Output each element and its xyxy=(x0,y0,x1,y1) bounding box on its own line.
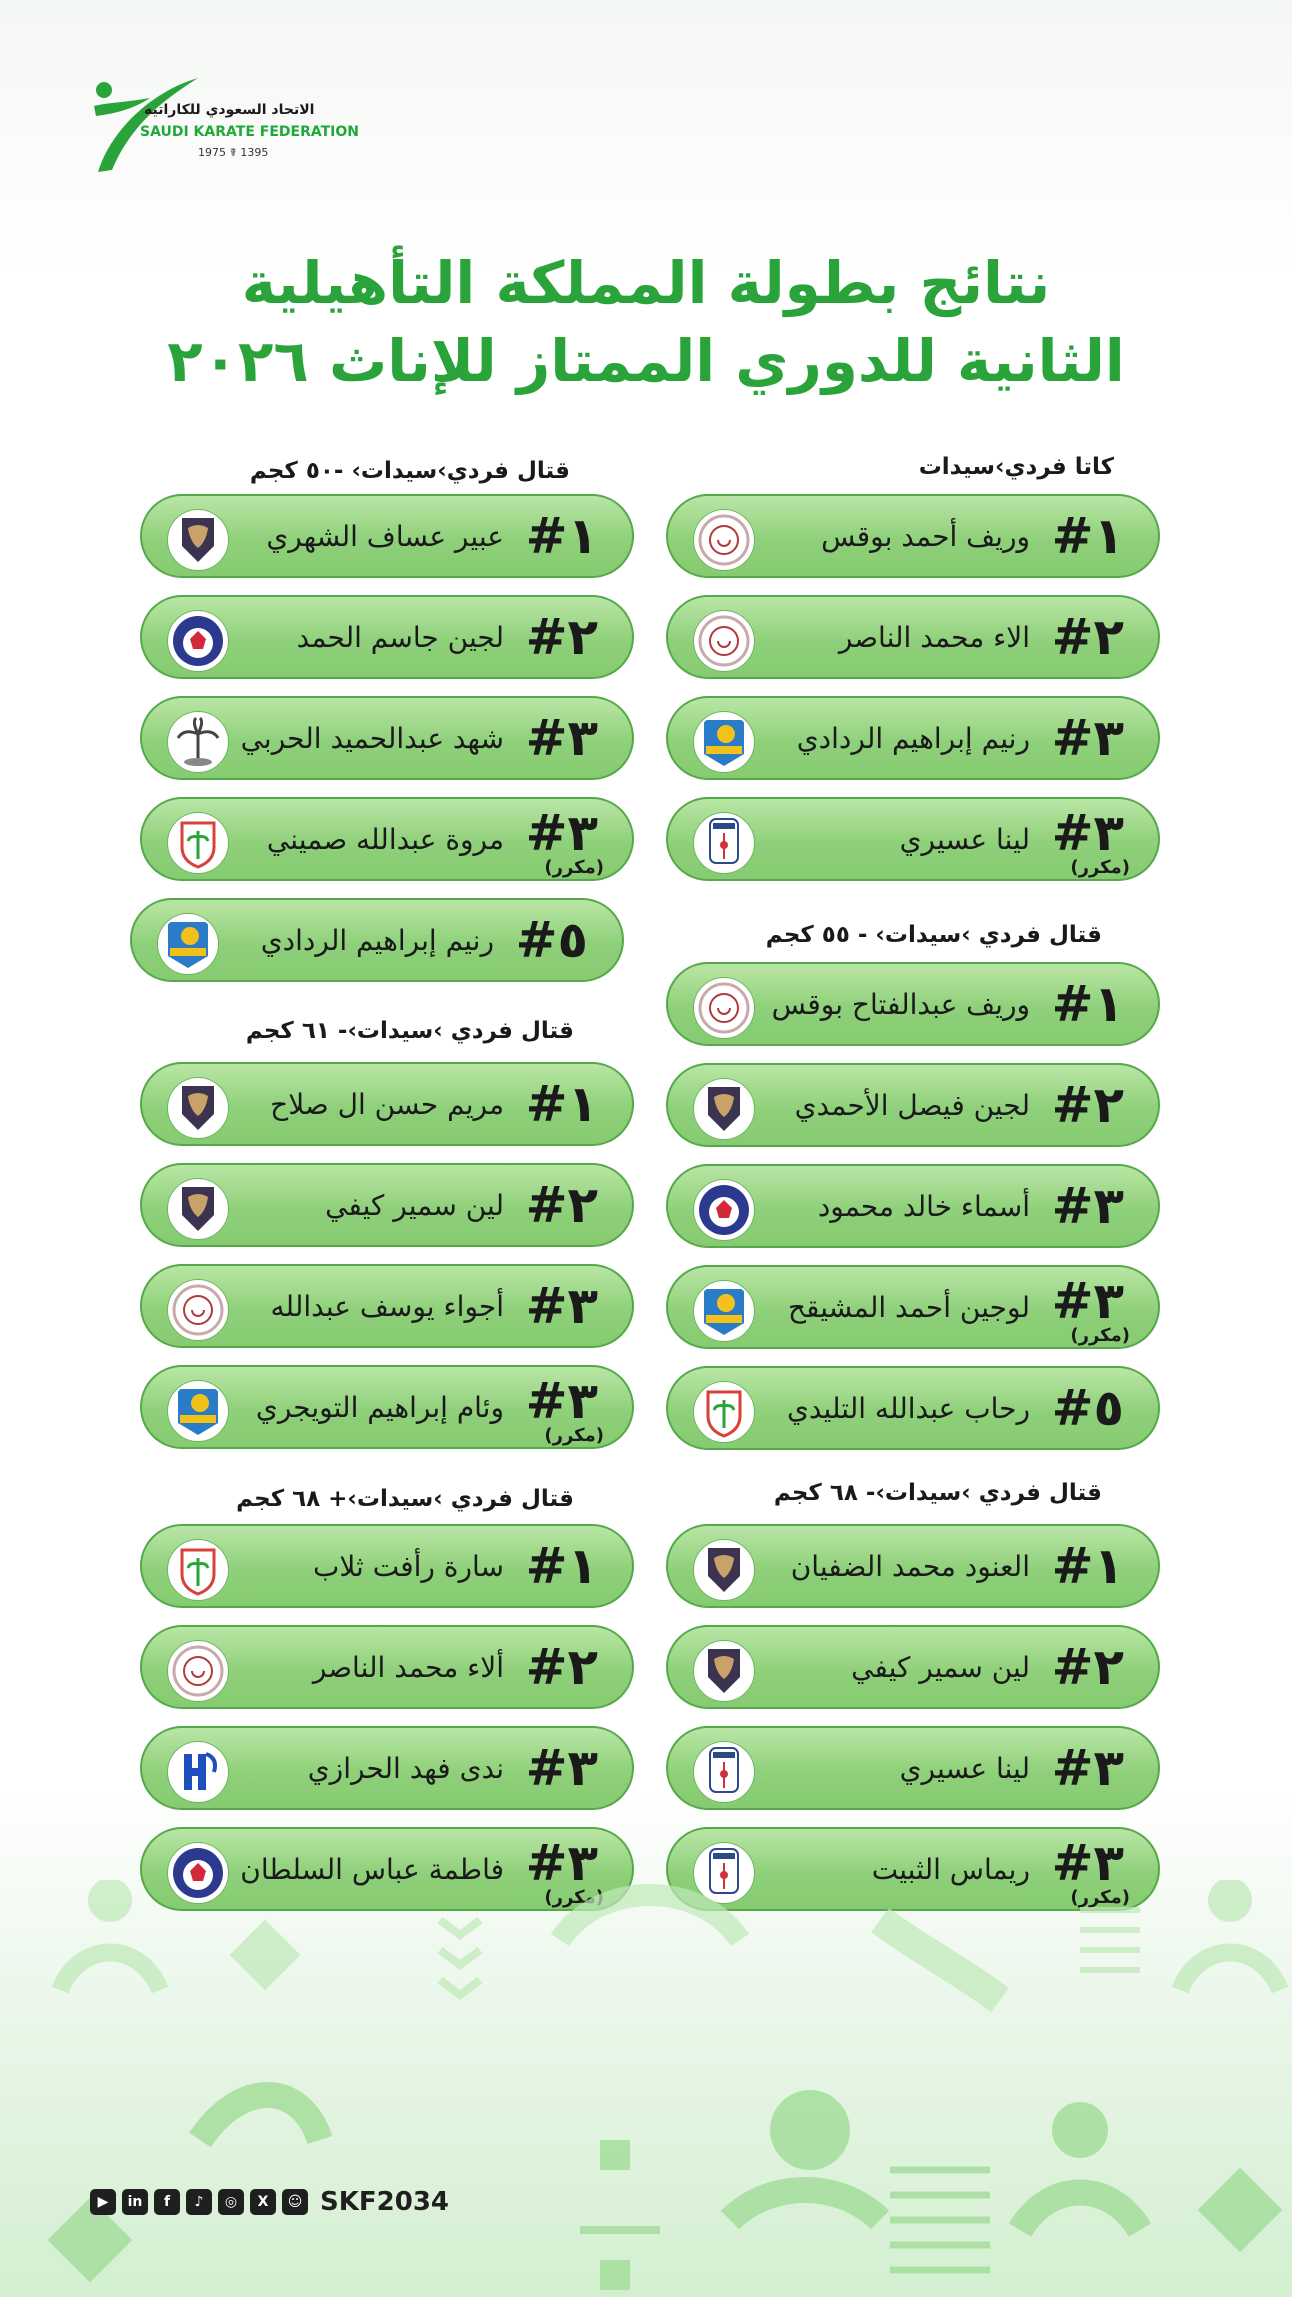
athlete-name: ندى فهد الحرازي xyxy=(307,1752,504,1785)
rank-label: #١ xyxy=(525,1537,598,1595)
result-row xyxy=(666,797,1160,881)
repeat-note: (مكرر) xyxy=(544,1887,604,1908)
rank-label: #٢ xyxy=(1051,1638,1124,1696)
rank-label: #٢ xyxy=(525,608,598,666)
rank-label: #٢ xyxy=(1051,1076,1124,1134)
alain-club-logo xyxy=(158,914,218,974)
social-handle[interactable]: SKF2034 xyxy=(320,2187,449,2217)
alain-club-logo xyxy=(694,1281,754,1341)
shabab-club-logo xyxy=(694,510,754,570)
rank-label: #٢ xyxy=(525,1638,598,1696)
federation-years: 1975 ☤ 1395 xyxy=(198,146,269,159)
result-row xyxy=(140,1625,634,1709)
athlete-name: لين سمير كيفي xyxy=(325,1189,504,1222)
shabab-club-logo xyxy=(694,978,754,1038)
athlete-name: وئام إبراهيم التويجري xyxy=(255,1391,504,1424)
athlete-name: وريف عبدالفتاح بوقس xyxy=(771,988,1030,1021)
shabab-club-logo xyxy=(168,1641,228,1701)
snapchat-icon[interactable]: ☺ xyxy=(282,2189,308,2215)
rank-label: #٣ xyxy=(1051,1272,1124,1330)
repeat-note: (مكرر) xyxy=(544,1425,604,1446)
federation-logo xyxy=(90,72,359,182)
athlete-name: لين سمير كيفي xyxy=(851,1651,1030,1684)
section-title-k61: قتال فردي ›سيدات›- ٦١ كجم xyxy=(245,1018,574,1044)
addaraiya-club-logo xyxy=(168,611,228,671)
federation-name-en: SAUDI KARATE FEDERATION xyxy=(140,124,359,140)
result-row xyxy=(666,1164,1160,1248)
athlete-name: رحاب عبدالله التليدي xyxy=(786,1392,1030,1425)
shabab-club-logo xyxy=(694,611,754,671)
page-title-line1: نتائج بطولة المملكة التأهيلية xyxy=(241,249,1051,317)
youtube-icon[interactable]: ▶ xyxy=(90,2189,116,2215)
section-title-k68: قتال فردي ›سيدات›- ٦٨ كجم xyxy=(773,1480,1102,1506)
alula-club-logo xyxy=(694,1641,754,1701)
athlete-name: ريماس الثبيت xyxy=(871,1853,1030,1886)
athlete-name: لوجين أحمد المشيقح xyxy=(787,1291,1030,1324)
result-row xyxy=(140,1365,634,1449)
rank-label: #٣ xyxy=(525,1277,598,1335)
rank-label: #٥ xyxy=(1051,1379,1124,1437)
result-row xyxy=(666,1366,1160,1450)
athlete-name: لجين فيصل الأحمدي xyxy=(794,1089,1030,1122)
facebook-icon[interactable]: f xyxy=(154,2189,180,2215)
athlete-name: أجواء يوسف عبدالله xyxy=(270,1290,504,1323)
repeat-note: (مكرر) xyxy=(544,857,604,878)
athlete-name: عبير عساف الشهري xyxy=(266,520,504,553)
abha-club-logo xyxy=(694,1742,754,1802)
result-row xyxy=(130,898,624,982)
result-row xyxy=(140,696,634,780)
alula-club-logo xyxy=(168,510,228,570)
result-row xyxy=(140,1264,634,1348)
athlete-name: مروة عبدالله صميني xyxy=(266,823,504,856)
qatif-club-logo xyxy=(694,1382,754,1442)
athlete-name: لينا عسيري xyxy=(899,1752,1030,1785)
athlete-name: رنيم إبراهيم الردادي xyxy=(260,924,494,957)
result-row xyxy=(140,595,634,679)
athlete-name: رنيم إبراهيم الردادي xyxy=(796,722,1030,755)
rank-label: #٢ xyxy=(525,1176,598,1234)
repeat-note: (مكرر) xyxy=(1070,1325,1130,1346)
result-row xyxy=(666,1063,1160,1147)
result-row xyxy=(140,1524,634,1608)
rank-label: #٣ xyxy=(525,709,598,767)
result-row xyxy=(666,962,1160,1046)
rank-label: #١ xyxy=(525,1075,598,1133)
result-row xyxy=(666,595,1160,679)
rank-label: #٣ xyxy=(1051,1739,1124,1797)
rank-label: #٣ xyxy=(525,804,598,862)
athlete-name: أسماء خالد محمود xyxy=(817,1190,1030,1223)
rank-label: #١ xyxy=(525,507,598,565)
result-row xyxy=(666,1625,1160,1709)
section-title-k50: قتال فردي›سيدات› -٥٠ كجم xyxy=(249,458,570,484)
athlete-name: سارة رأفت ثلاب xyxy=(312,1550,504,1583)
rank-label: #١ xyxy=(1051,1537,1124,1595)
palm-club-logo xyxy=(168,712,228,772)
abha-club-logo xyxy=(694,813,754,873)
page-title-line2: الثانية للدوري الممتاز للإناث ٢٠٢٦ xyxy=(167,327,1125,395)
athlete-name: العنود محمد الضفيان xyxy=(790,1550,1030,1583)
alain-club-logo xyxy=(168,1381,228,1441)
linkedin-icon[interactable]: in xyxy=(122,2189,148,2215)
repeat-note: (مكرر) xyxy=(1070,857,1130,878)
result-row xyxy=(140,1062,634,1146)
section-title-k68p: قتال فردي ›سيدات›+ ٦٨ كجم xyxy=(236,1486,574,1512)
result-row xyxy=(140,494,634,578)
alula-club-logo xyxy=(168,1078,228,1138)
shabab-club-logo xyxy=(168,1280,228,1340)
alula-club-logo xyxy=(168,1179,228,1239)
result-row xyxy=(666,1524,1160,1608)
rank-label: #٣ xyxy=(1051,804,1124,862)
rank-label: #٣ xyxy=(1051,709,1124,767)
social-footer xyxy=(90,2186,449,2218)
instagram-icon[interactable]: ◎ xyxy=(218,2189,244,2215)
federation-name-ar: الاتحاد السعودي للكاراتيه xyxy=(144,102,315,118)
rank-label: #٣ xyxy=(1051,1834,1124,1892)
athlete-name: لجين جاسم الحمد xyxy=(296,621,504,654)
addaraiya-club-logo xyxy=(694,1180,754,1240)
rank-label: #٣ xyxy=(525,1372,598,1430)
athlete-name: مريم حسن ال صلاح xyxy=(270,1088,504,1121)
rank-label: #١ xyxy=(1051,975,1124,1033)
x-icon[interactable]: X xyxy=(250,2189,276,2215)
rank-label: #٢ xyxy=(1051,608,1124,666)
section-title-k55: قتال فردي ›سيدات› - ٥٥ كجم xyxy=(765,922,1102,948)
athlete-name: ألاء محمد الناصر xyxy=(312,1651,504,1684)
athlete-name: شهد عبدالحميد الحربي xyxy=(240,722,504,755)
qatif-club-logo xyxy=(168,1540,228,1600)
result-row xyxy=(666,1726,1160,1810)
result-row xyxy=(666,696,1160,780)
repeat-note: (مكرر) xyxy=(1070,1887,1130,1908)
result-row xyxy=(140,1163,634,1247)
alain-club-logo xyxy=(694,712,754,772)
athlete-name: الاء محمد الناصر xyxy=(838,621,1030,654)
athlete-name: فاطمة عباس السلطان xyxy=(240,1853,504,1886)
rank-label: #١ xyxy=(1051,507,1124,565)
decorative-pattern xyxy=(0,1880,1292,2297)
alula-club-logo xyxy=(694,1079,754,1139)
rank-label: #٥ xyxy=(515,911,588,969)
rank-label: #٣ xyxy=(525,1834,598,1892)
result-row xyxy=(666,1265,1160,1349)
qatif-club-logo xyxy=(168,813,228,873)
section-title-kata: كاتا فردي›سيدات xyxy=(918,454,1114,480)
tiktok-icon[interactable]: ♪ xyxy=(186,2189,212,2215)
result-row xyxy=(140,797,634,881)
result-row xyxy=(666,494,1160,578)
alula-club-logo xyxy=(694,1540,754,1600)
rank-label: #٣ xyxy=(1051,1177,1124,1235)
rank-label: #٣ xyxy=(525,1739,598,1797)
athlete-name: لينا عسيري xyxy=(899,823,1030,856)
result-row xyxy=(140,1726,634,1810)
athlete-name: وريف أحمد بوقس xyxy=(821,520,1030,553)
hilal-club-logo xyxy=(168,1742,228,1802)
